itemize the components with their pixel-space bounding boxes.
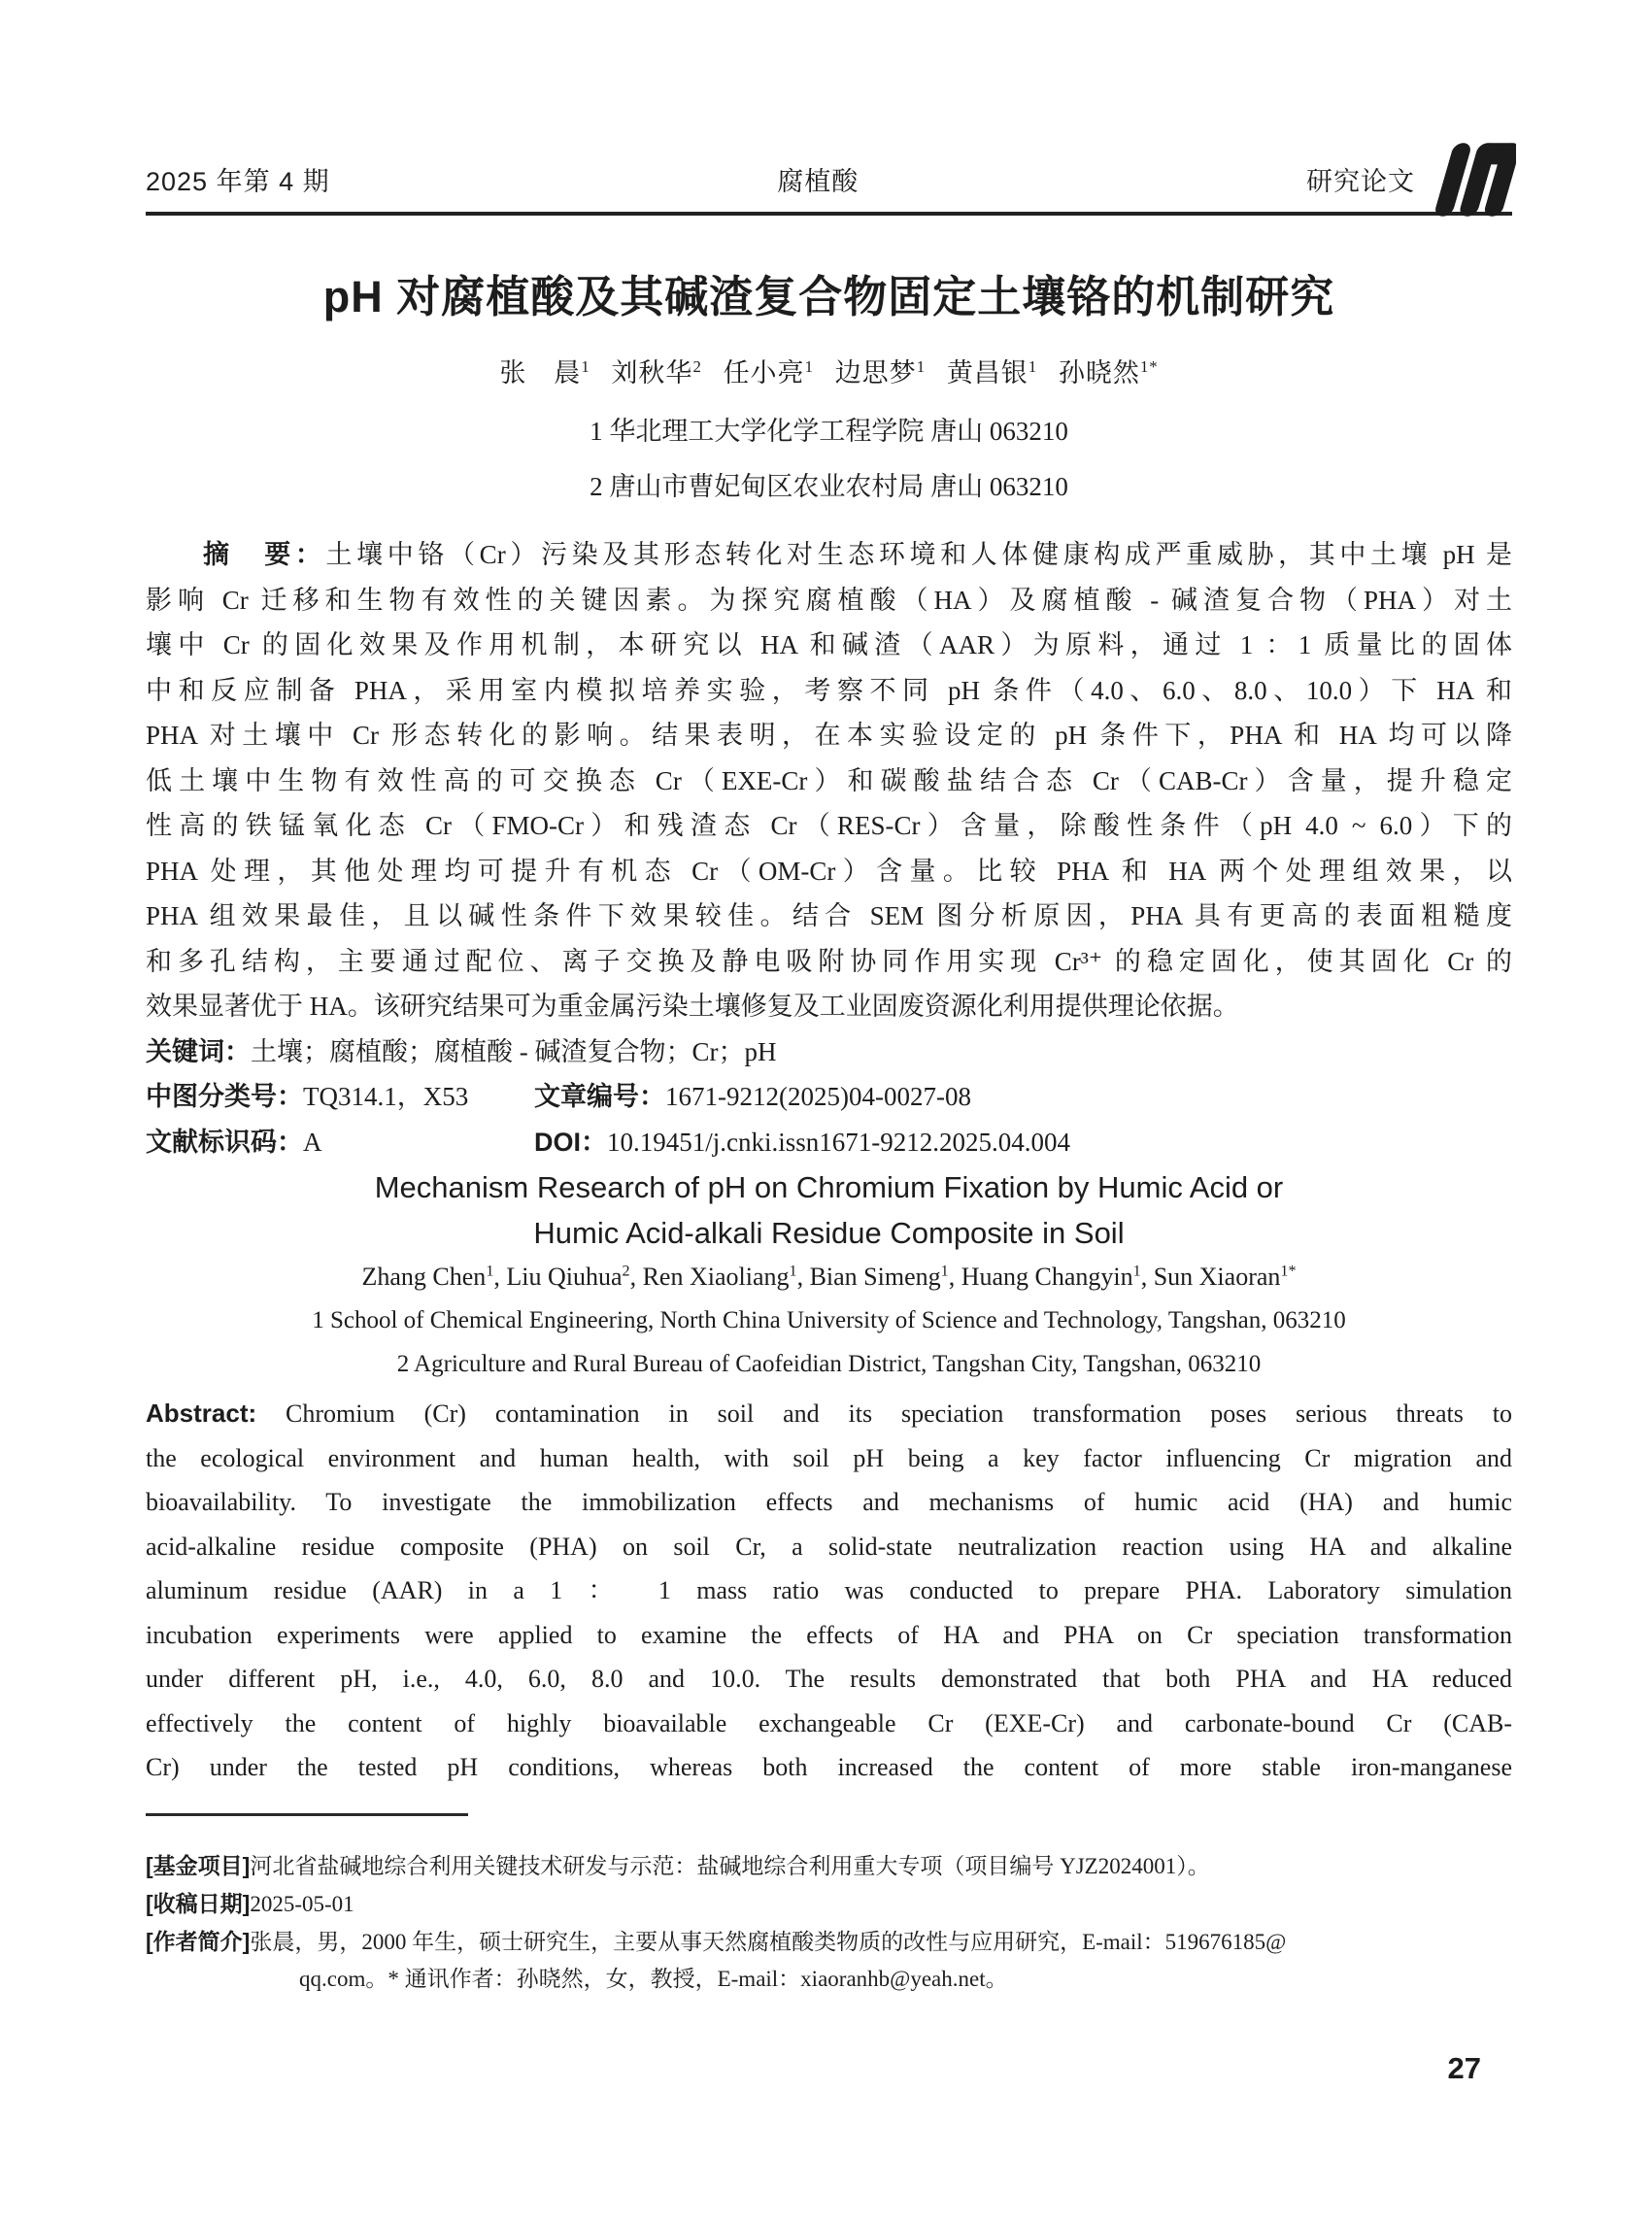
- doi-value: 10.19451/j.cnki.issn1671-9212.2025.04.004: [607, 1127, 1071, 1157]
- abstract-en-line: [146, 1392, 1512, 1436]
- page-header: [146, 152, 1512, 216]
- article-title-zh: pH 对腐植酸及其碱渣复合物固定土壤铬的机制研究: [322, 272, 1335, 321]
- abstract-en-line: aluminum residue (AAR) in a 1 ： 1 mass ratio was conducted to prepare PHA. Laboratory simulation: [146, 1576, 1512, 1604]
- author-zh: [499, 358, 590, 388]
- keywords-text: 土壤；腐植酸；腐植酸 - 碱渣复合物；Cr；pH: [251, 1036, 777, 1066]
- abstract-zh-line: 效果显著优于 HA。该研究结果可为重金属污染土壤修复及工业固废资源化利用提供理论依据。: [146, 992, 1239, 1021]
- affiliations-en: [146, 1298, 1512, 1386]
- author-name: , Bian Simeng: [796, 1263, 941, 1291]
- abstract-en-line-text: Chromium (Cr) contamination in soil and its speciation transformation poses serious threats to: [256, 1399, 1512, 1428]
- abstract-zh: [146, 532, 1512, 1029]
- article-no-value: 1671-9212(2025)04-0027-08: [665, 1082, 971, 1111]
- affiliations-zh: [146, 404, 1512, 515]
- author-zh: [1059, 358, 1159, 388]
- author-affil-sup: 2: [692, 357, 702, 376]
- abstract-zh-label: 摘 要：: [203, 540, 326, 569]
- author-en: [630, 1263, 797, 1291]
- affiliation-en-2: 2 Agriculture and Rural Bureau of Caofeidian District, Tangshan City, Tangshan, 063210: [396, 1351, 1262, 1377]
- abstract-zh-line: 性高的铁锰氧化态 Cr（FMO-Cr）和残渣态 Cr（RES-Cr）含量，除酸性条件（pH 4.0 ~ 6.0）下的: [146, 811, 1512, 840]
- doc-code-label: 文献标识码：: [146, 1127, 303, 1157]
- author-en: [493, 1263, 629, 1291]
- header-section-label: 研究论文: [1306, 167, 1415, 196]
- abstract-en-line: incubation experiments were applied to examine the effects of HA and PHA on Cr speciation transformation: [146, 1620, 1512, 1649]
- author-affil-sup: 1: [486, 1263, 494, 1280]
- abstract-zh-line: PHA 对土壤中 Cr 形态转化的影响。结果表明，在本实验设定的 pH 条件下，PHA 和 HA 均可以降: [146, 721, 1512, 750]
- author-affil-sup: 1: [804, 357, 814, 376]
- author-zh: [611, 358, 701, 388]
- author-zh: [947, 358, 1037, 388]
- clc-label: 中图分类号：: [146, 1082, 303, 1111]
- title-en-line1: Mechanism Research of pH on Chromium Fixation by Humic Acid or: [374, 1170, 1284, 1204]
- clc-value: TQ314.1，X53: [303, 1082, 469, 1111]
- footnote-fund-label: [基金项目]: [146, 1852, 251, 1878]
- keywords-row: [146, 1029, 1512, 1075]
- author-affil-sup: 1: [581, 357, 590, 376]
- footnote-received-label: [收稿日期]: [146, 1890, 251, 1916]
- author-zh: [835, 358, 926, 388]
- author-affil-sup: 1*: [1280, 1263, 1297, 1280]
- author-name: , Huang Changyin: [948, 1263, 1133, 1291]
- author-name: 刘秋华: [611, 358, 693, 388]
- page-number: 27: [1447, 2051, 1481, 2085]
- affiliation-zh-1: 1 华北理工大学化学工程学院 唐山 063210: [590, 417, 1068, 446]
- author-name: , Liu Qiuhua: [493, 1263, 623, 1291]
- abstract-en: [146, 1392, 1512, 1790]
- author-en: [949, 1263, 1141, 1291]
- author-zh: [724, 358, 814, 388]
- doi-label: DOI：: [534, 1127, 608, 1157]
- abstract-zh-line: 壤中 Cr 的固化效果及作用机制，本研究以 HA 和碱渣（AAR）为原料，通过 1 ：1 质量比的固体: [146, 630, 1512, 659]
- abstract-en-line: acid-alkaline residue composite (PHA) on soil Cr, a solid-state neutralization reaction using HA and alkaline: [146, 1532, 1512, 1561]
- author-affil-sup: 1: [916, 357, 927, 376]
- author-name: 任小亮: [723, 358, 805, 388]
- header-issue: 2025 年第 4 期: [146, 167, 330, 196]
- author-en: [362, 1263, 494, 1291]
- footnote-fund-text: 河北省盐碱地综合利用关键技术研发与示范：盐碱地综合利用重大专项（项目编号 YJZ2024001）。: [250, 1853, 1210, 1878]
- doc-code-cell: [146, 1120, 534, 1165]
- author-affil-sup: 2: [622, 1263, 630, 1280]
- abstract-en-line: under different pH, i.e., 4.0, 6.0, 8.0 and 10.0. The results demonstrated that both PHA and HA reduced: [146, 1665, 1512, 1693]
- author-affil-sup: 1: [1028, 357, 1038, 376]
- author-en: [1141, 1263, 1297, 1291]
- author-affil-sup: 1: [940, 1263, 949, 1280]
- footnote-received-text: 2025-05-01: [250, 1891, 354, 1916]
- abstract-zh-line: 影响 Cr 迁移和生物有效性的关键因素。为探究腐植酸（HA）及腐植酸 - 碱渣复合物（PHA）对土: [146, 585, 1512, 615]
- title-en-line2: Humic Acid-alkali Residue Composite in Soil: [533, 1216, 1125, 1250]
- affiliation-zh-2: 2 唐山市曹妃甸区农业农村局 唐山 063210: [590, 472, 1068, 501]
- article-title-en: [146, 1164, 1512, 1256]
- footnote-bio-text: 张晨，男，2000 年生，硕士研究生，主要从事天然腐植酸类物质的改性与应用研究，E-mail：519676185@: [250, 1929, 1287, 1954]
- abstract-zh-line: [146, 532, 1512, 578]
- author-name: 孙晓然: [1058, 358, 1140, 388]
- abstract-zh-line: PHA 处理，其他处理均可提升有机态 Cr（OM-Cr）含量。比较 PHA 和 HA 两个处理组效果，以: [146, 856, 1512, 886]
- article-no-label: 文章编号：: [534, 1082, 665, 1111]
- authors-zh: [146, 354, 1512, 392]
- author-name: , Sun Xiaoran: [1140, 1263, 1281, 1291]
- journal-logo-icon: [1433, 140, 1516, 219]
- keywords-label: 关键词：: [146, 1036, 251, 1066]
- abstract-zh-line: 低土壤中生物有效性高的可交换态 Cr（EXE-Cr）和碳酸盐结合态 Cr（CAB-Cr）含量，提升稳定: [146, 765, 1512, 795]
- author-name: , Ren Xiaoliang: [629, 1263, 790, 1291]
- footnote-bio-label: [作者简介]: [146, 1928, 251, 1954]
- footnote-bio-continued: qq.com。* 通讯作者：孙晓然，女，教授，E-mail：xiaoranhb@yeah.net。: [299, 1966, 1008, 1991]
- header-journal-name: 腐植酸: [777, 167, 860, 196]
- footnote-received: [146, 1885, 1512, 1923]
- article-body: [146, 212, 1512, 1998]
- footnote-divider: [146, 1813, 468, 1816]
- author-name: 黄昌银: [946, 358, 1028, 388]
- author-affil-sup: 1*: [1139, 357, 1159, 376]
- doi-cell: [534, 1120, 1070, 1165]
- footnotes: [146, 1847, 1512, 1998]
- affiliation-en-1: 1 School of Chemical Engineering, North China University of Science and Technology, Tangshan, 063210: [312, 1307, 1346, 1333]
- abstract-zh-line: 中和反应制备 PHA，采用室内模拟培养实验，考察不同 pH 条件（4.0、6.0、8.0、10.0）下 HA 和: [146, 675, 1512, 705]
- abstract-en-label: Abstract:: [146, 1399, 257, 1428]
- doc-code-row: [146, 1120, 1512, 1165]
- author-name: 边思梦: [834, 358, 917, 388]
- author-name: 张 晨: [499, 358, 582, 388]
- authors-en: [146, 1256, 1512, 1298]
- abstract-zh-line: 和多孔结构，主要通过配位、离子交换及静电吸附协同作用实现 Cr³⁺ 的稳定固化，使其固化 Cr 的: [146, 946, 1512, 976]
- abstract-en-line: bioavailability. To investigate the immobilization effects and mechanisms of humic acid (HA) and humic: [146, 1488, 1512, 1516]
- doc-code-value: A: [303, 1127, 322, 1157]
- author-affil-sup: 1: [1132, 1263, 1141, 1280]
- article-no-cell: [534, 1074, 971, 1120]
- abstract-en-line: Cr) under the tested pH conditions, whereas both increased the content of more stable iron-manganese: [146, 1753, 1512, 1781]
- abstract-en-line: effectively the content of highly bioavailable exchangeable Cr (EXE-Cr) and carbonate-bound Cr (CAB-: [146, 1708, 1512, 1737]
- footnote-fund: [146, 1847, 1512, 1885]
- footnote-bio: [146, 1923, 1512, 1961]
- abstract-zh-line: PHA 组效果最佳，且以碱性条件下效果较佳。结合 SEM 图分析原因，PHA 具有更高的表面粗糙度: [146, 901, 1512, 930]
- author-affil-sup: 1: [789, 1263, 797, 1280]
- clc-row: [146, 1074, 1512, 1120]
- author-name: Zhang Chen: [361, 1263, 487, 1291]
- author-en: [797, 1263, 949, 1291]
- abstract-en-line: the ecological environment and human health, with soil pH being a key factor influencing Cr migration and: [146, 1443, 1512, 1472]
- abstract-zh-line-text: 土壤中铬（Cr）污染及其形态转化对生态环境和人体健康构成严重威胁，其中土壤 pH 是: [325, 540, 1513, 569]
- clc-cell: [146, 1074, 534, 1120]
